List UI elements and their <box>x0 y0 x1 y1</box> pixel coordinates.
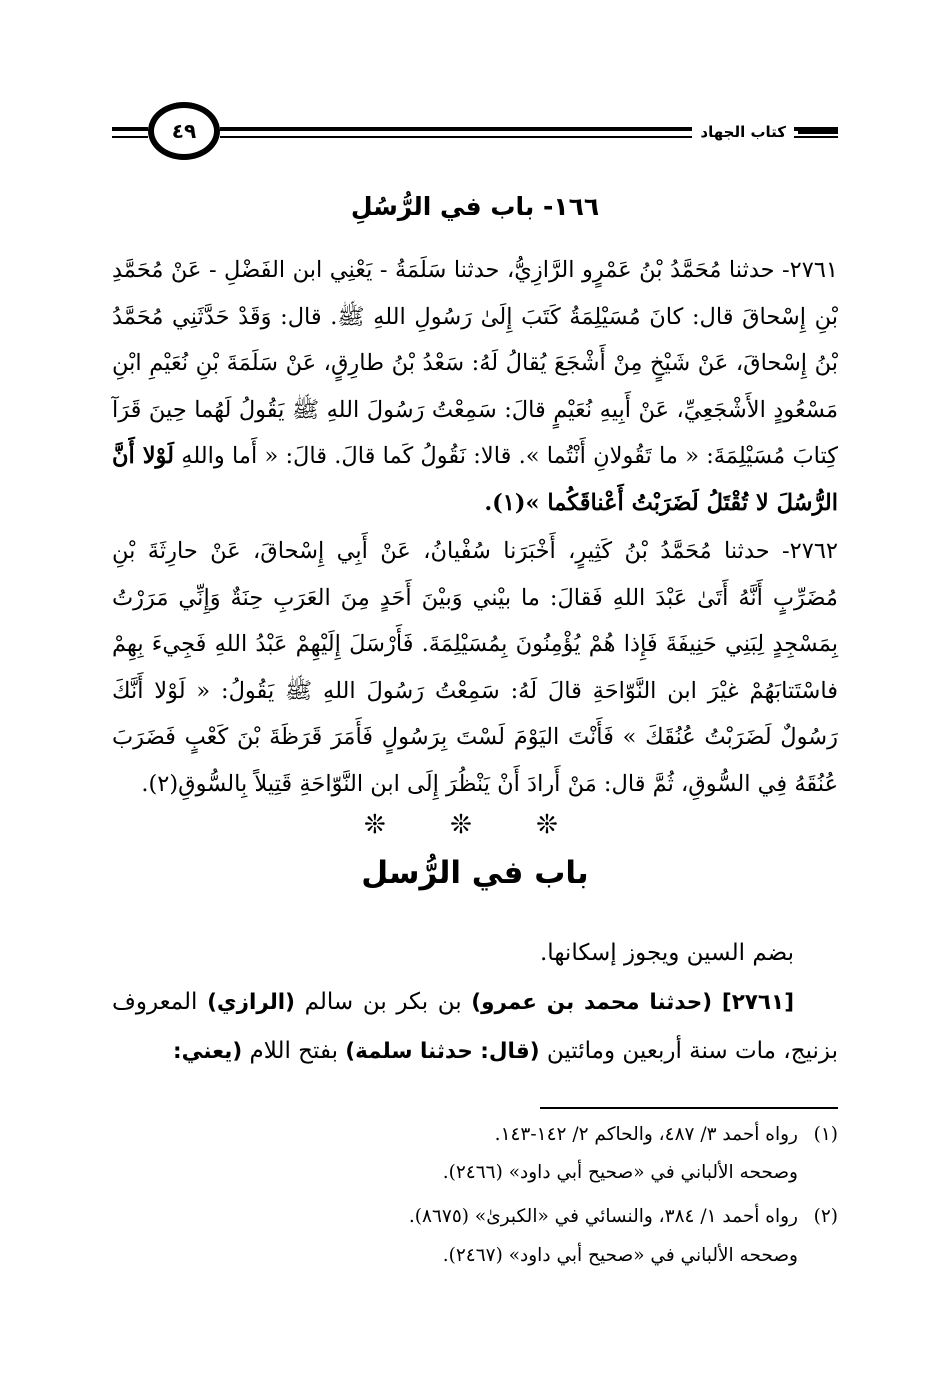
footnote-rule <box>540 1107 838 1109</box>
header-title-box <box>692 117 794 147</box>
chapter-heading: ١٦٦- باب في الرُّسُلِ <box>350 192 600 221</box>
footnote <box>112 1122 838 1148</box>
commentary-heading: باب في الرُّسل <box>361 855 589 891</box>
commentary-bold: [٢٧٦١] (حدثنا محمد بن عمرو) <box>471 990 795 1015</box>
commentary-text: المعروف <box>112 989 208 1015</box>
commentary-bold: (قال: حدثنا سلمة) <box>345 1039 540 1064</box>
hadith-2762 <box>112 528 838 807</box>
hadith-line: ٢٧٦١- حدثنا مُحَمَّدُ بْنُ عَمْرٍو الرَّازِيُّ، حدثنا سَلَمَةُ - يَعْنِي ابن الفَضْلِ - عَنْ <box>170 257 839 283</box>
header-dash <box>798 129 838 134</box>
commentary-text: بفتح اللام <box>242 1038 346 1064</box>
hadith-line: فاسْتَتابَهُمْ غيْرَ ابن النَّوّاحَةِ قالَ لَهُ: سَمِعْتُ رَسُولَ اللهِ ﷺ يَقُولُ: « لَوْلا أَنَّكَ <box>112 677 838 704</box>
hadith-2761 <box>112 247 838 526</box>
hadith-line: ٢٧٦٢- حدثنا مُحَمَّدُ بْنُ كَثِيرٍ، أَخْبَرَنا سُفْيانُ، عَنْ أَبِي إِسْحاقَ، عَنْ حارِثَةَ بْنِ <box>112 538 838 564</box>
footnote <box>112 1204 838 1230</box>
commentary-text: بن بكر بن سالم <box>294 989 472 1015</box>
header-rule-left-thin <box>112 136 148 138</box>
running-header <box>112 100 838 166</box>
hadith-line: مُحَمَّدِ بْنِ إِسْحاقَ قال: كانَ مُسَيْلِمَةُ كَتَبَ إِلَىٰ رَسُولِ اللهِ ﷺ. قال: وَقَدْ حَدَّثَنِي <box>112 257 839 330</box>
footnote-text: رواه أحمد ٣/ ٤٨٧، والحاكم ٢/ ١٤٢-١٤٣. <box>494 1124 798 1145</box>
hadith-line: بِمَسْجِدٍ لِبَنِي حَنِيفَةَ فَإِذا هُمْ يُؤْمِنُونَ بِمُسَيْلِمَةَ. فَأَرْسَلَ إِلَيْهِمْ عَبْدُ اللهِ فَجِيءَ بِهِمْ <box>112 631 838 657</box>
hadith-line: عُنُقَهُ فِي السُّوقِ، ثُمَّ قال: مَنْ أَرادَ أَنْ يَنْظُرَ إِلَى ابن النَّوّاحَةِ قَتِيلاً بِالسُّوقِ(٢). <box>141 770 838 797</box>
footnote-text: وصححه الألباني في «صحيح أبي داود» (٢٤٦٧). <box>442 1245 798 1266</box>
hadith-line: لَوْلا أَنَّ الرُّسُلَ لا تُقْتَلُ لَضَرَبْتُ أَعْناقَكُما »(١). <box>112 443 838 516</box>
footnote-text: وصححه الألباني في «صحيح أبي داود» (٢٤٦٦). <box>442 1162 798 1183</box>
commentary-bold: (الرازي) <box>207 990 295 1015</box>
section-separator: ❊ ❊ ❊ <box>364 810 586 840</box>
footnote <box>112 1160 838 1186</box>
header-rule-left <box>112 127 148 131</box>
hadith-line: قَرَآ كِتابَ مُسَيْلِمَةَ: « ما تَقُولانِ أَنْتُما ». قالا: نَقُولُ كَما قالَ. قالَ: « أَما واللهِ <box>112 396 839 469</box>
footnote <box>112 1243 838 1269</box>
hadith-line: مُحَمَّدُ بْنُ إِسْحاقَ، عَنْ شَيْخٍ مِنْ أَشْجَعَ يُقالُ لَهُ: سَعْدُ بْنُ طارِقٍ، عَنْ سَلَمَةَ بْنِ نُعَيْمِ <box>112 303 839 376</box>
book-title: كتاب الجهاد <box>700 123 786 141</box>
footnote-text: رواه أحمد ١/ ٣٨٤، والنسائي في «الكبرىٰ» (٨٦٧٥). <box>408 1206 798 1227</box>
hadith-line: مُضَرِّبٍ أَنَّهُ أَتَىٰ عَبْدَ اللهِ فَقالَ: ما بيْني وَبيْنَ أَحَدٍ مِنَ العَرَبِ حِنَةٌ وَإِنِّي مَرَرْتُ <box>112 584 838 611</box>
commentary-bold: (يعني: <box>173 1039 243 1064</box>
hadith-line: رَسُولٌ لَضَرَبْتُ عُنُقَكَ » فَأَنْتَ اليَوْمَ لَسْتَ بِرَسُولٍ فَأَمَرَ قَرَظَةَ بْنَ كَعْبٍ فَضَرَبَ <box>112 724 838 750</box>
footnote-number: (١) <box>813 1124 838 1145</box>
page-number: ٤٩ <box>171 119 197 143</box>
footnote-number: (٢) <box>813 1206 838 1227</box>
hadith-line: ابْنِ مَسْعُودٍ الأَشْجَعِيِّ، عَنْ أَبِيهِ نُعَيْمٍ قالَ: سَمِعْتُ رَسُولَ اللهِ ﷺ يَقُولُ لَهُما حِينَ <box>112 350 838 423</box>
commentary-text: بزنيج، مات سنة أربعين ومائتين <box>539 1038 838 1064</box>
commentary-line-1: بضم السين ويجوز إسكانها. <box>540 940 794 966</box>
commentary-paragraph <box>112 978 838 1076</box>
page-number-badge <box>148 102 220 160</box>
